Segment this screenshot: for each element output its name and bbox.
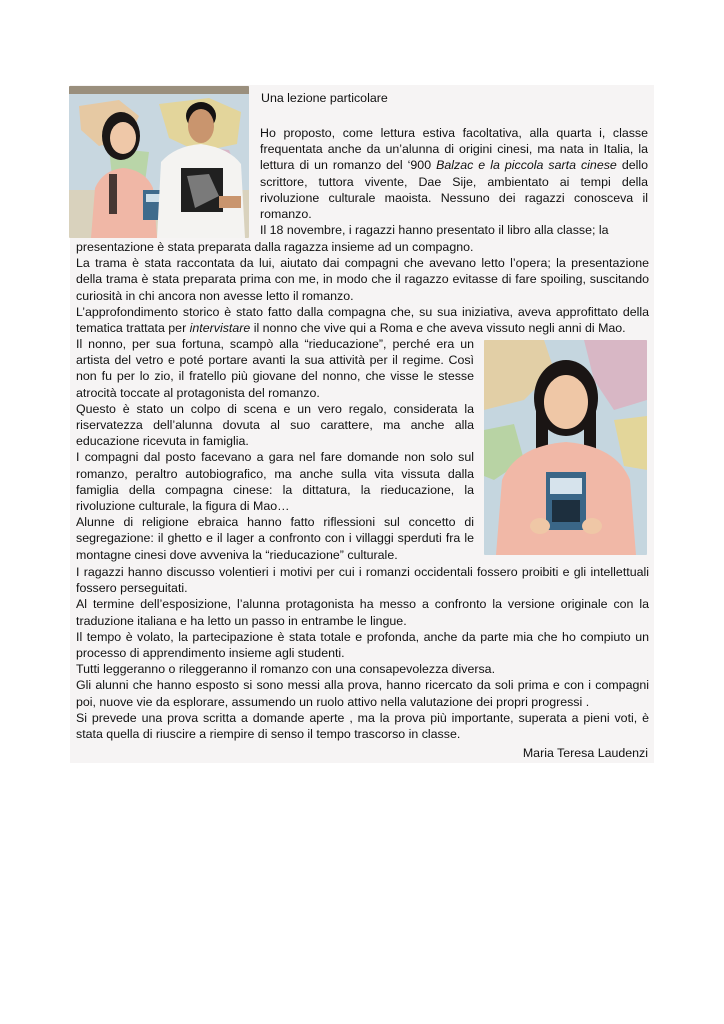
full-text-block-2 [76, 564, 649, 742]
paragraph-time: Il tempo è volato, la partecipazione è stata totale e profonda, anche da parte mia che ho compiuto un processo di apprendimento insieme agli studenti. [76, 629, 649, 661]
author-signature: Maria Teresa Laudenzi [522, 746, 648, 760]
paragraph-active-role: Gli alunni che hanno esposto si sono messi alla prova, hanno ricercato da soli prima e con i compagni poi, nuove vie da esplorare, assumendo un ruolo attivo nella valutazione dei propri progressi . [76, 678, 649, 709]
top-text-block [260, 125, 648, 238]
photo-student-with-book-icon [484, 340, 647, 555]
paragraph-november: Il 18 novembre, i ragazzi hanno presentato il libro alla classe; la [260, 223, 609, 238]
paragraph-comparison: Al termine dell’esposizione, l’alunna protagonista ha messo a confronto la versione originale con la traduzione italiana e ha letto un passo in entrambe le lingue. [76, 597, 649, 628]
paragraph-questions: I compagni dal posto facevano a gara nel fare domande non solo sul romanzo, peraltro autobiografico, ma anche sulla vita vissuta dalla famiglia della compagna cinese: la dittatura, la rieducazione, la rivoluzione culturale, la figura di Mao… [76, 450, 474, 514]
paragraph-reread: Tutti leggeranno o rileggeranno il romanzo con una consapevolezza diversa. [76, 662, 496, 677]
paragraph-forbidden: I ragazzi hanno discusso volentieri i motivi per cui i romanzi occidentali fossero proibiti e gli intellettuali fossero perseguitati. [76, 565, 649, 596]
paragraph-grandfather: Il nonno, per sua fortuna, scampò alla “rieducazione”, perché era un artista del vetro e poté portare avanti la sua attività per il regime. Così non fu per lo zio, il fratello più giovane del nonno, che visse le stesse atrocità toccate al protagonista del romanzo. [76, 337, 474, 400]
intro-text-b: dello scrittore, tuttora vivente, Dae Sije, ambientato ai tempi della rivoluzione culturale maoista. Nessuno dei ragazzi conosceva il romanzo. [260, 158, 649, 222]
book-title: Balzac e la piccola sarta cinese [436, 158, 617, 173]
photo-two-students-icon [69, 86, 249, 238]
paragraph-test: Si prevede una prova scritta a domande aperte , ma la prova più importante, superata a pieni voti, è stata quella di riuscire a riempire di senso il tempo trascorso in classe. [76, 710, 649, 742]
paragraph-surprise: Questo è stato un colpo di scena e un vero regalo, considerata la riservatezza dell’alunna dovuta al suo carattere, ma anche alla educazione ricevuta in famiglia. [76, 401, 474, 449]
paragraph-intro [260, 125, 648, 222]
full-text-block-1 [76, 239, 649, 336]
intro-text-a: Ho proposto, come lettura estiva facoltativa, alla quarta i, classe frequentata anche da un’alunna di origini cinesi, ma nata in Italia, la lettura di un romanzo del ‘900 [260, 126, 648, 173]
interview-word: intervistare [189, 321, 251, 336]
paragraph-segregation: Alunne di religione ebraica hanno fatto riflessioni sul concetto di segregazione: il ghetto e il lager a confronto con i villaggi sperduti fra le montagne cinesi dove avveniva la “rieducazione” culturale. [76, 515, 474, 562]
paragraph-history [76, 304, 649, 336]
article-title: Una lezione particolare [261, 91, 388, 105]
middle-text-block [76, 336, 474, 563]
history-text-a: L’approfondimento storico è stato fatto dalla compagna che, su sua iniziativa, aveva approfittato della tematica trattata per [76, 304, 649, 336]
paragraph-plot: La trama è stata raccontata da lui, aiutato dai compagni che avevano letto l’opera; la presentazione della trama è stata preparata prima con me, in modo che il ragazzo evitasse di fare spoiling, suscitando curiosità in chi ancora non avesse letto il romanzo. [76, 256, 649, 303]
history-text-b: il nonno che vive qui a Roma e che aveva vissuto negli anni di Mao. [250, 321, 626, 336]
paragraph-presentation: presentazione è stata preparata dalla ragazza insieme ad un compagno. [76, 240, 474, 254]
